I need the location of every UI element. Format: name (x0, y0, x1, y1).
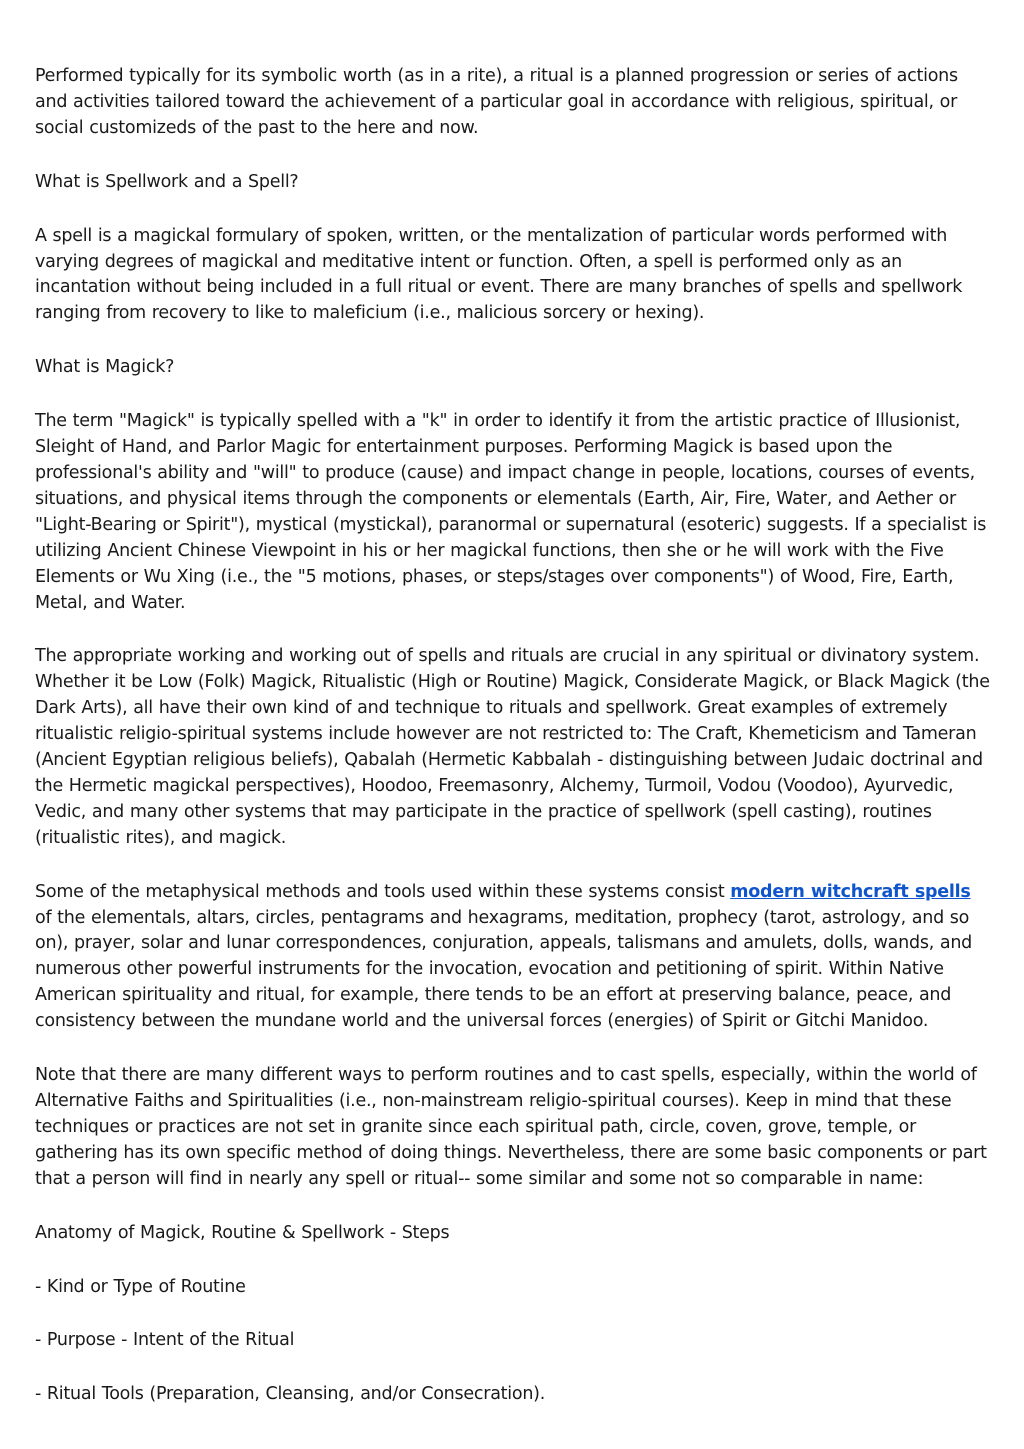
list-item-tools: - Ritual Tools (Preparation, Cleansing, and/or Consecration). (35, 1384, 546, 1405)
modern-witchcraft-spells-link[interactable]: modern witchcraft spells (730, 881, 971, 902)
heading-spellwork: What is Spellwork and a Spell? (35, 171, 299, 192)
paragraph-spell-definition: A spell is a magickal formulary of spoken, written, or the mentalization of particular words performed with varying degrees of magickal and meditative intent or function. Often, a spell is performed only as an incantation without being included in a full ritual or event. There are many branches of spells and spellwork ranging from recovery to like to maleficium (i.e., malicious sorcery or hexing). (35, 225, 963, 324)
heading-magick: What is Magick? (35, 357, 175, 378)
list-item-purpose: - Purpose - Intent of the Ritual (35, 1330, 295, 1351)
list-item-kind: - Kind or Type of Routine (35, 1276, 246, 1297)
paragraph-methods-tools (35, 880, 990, 1035)
heading-anatomy: Anatomy of Magick, Routine & Spellwork - Steps (35, 1222, 450, 1243)
paragraph-magick-definition: The term "Magick" is typically spelled with a "k" in order to identify it from the artistic practice of Illusionist, Sleight of Hand, and Parlor Magic for entertainment purposes. Performing Magick is based upon the professional's ability and "will" to produce (cause) and impact change in people, locations, courses of events, situations, and physical items through the components or elementals (Earth, Air, Fire, Water, and Aether or "Light-Bearing or Spirit"), mystical (mystickal), paranormal or supernatural (esoteric) suggests. If a specialist is utilizing Ancient Chinese Viewpoint in his or her magickal functions, then she or he will work with the Five Elements or Wu Xing (i.e., the "5 motions, phases, or steps/stages over components") of Wood, Fire, Earth, Metal, and Water. (35, 411, 987, 613)
paragraph-methods-text-before: Some of the metaphysical methods and tools used within these systems consist (35, 881, 731, 902)
paragraph-ritual-definition: Performed typically for its symbolic worth (as in a rite), a ritual is a planned progression or series of actions and activities tailored toward the achievement of a particular goal in accordance with religious, spiritual, or social customizeds of the past to the here and now. (35, 66, 958, 138)
paragraph-ways-to-perform: Note that there are many different ways to perform routines and to cast spells, especially, within the world of Alternative Faiths and Spiritualities (i.e., non-mainstream religio-spiritual courses). Keep in mind that these techniques or practices are not set in granite since each spiritual path, circle, coven, grove, temple, or gathering has its own specific method of doing things. Nevertheless, there are some basic components or part that a person will find in nearly any spell or ritual-- some similar and some not so comparable in name: (35, 1065, 987, 1189)
paragraph-methods-text-after: of the elementals, altars, circles, pentagrams and hexagrams, meditation, prophecy (tarot, astrology, and so on), prayer, solar and lunar correspondences, conjuration, appeals, talismans and amulets, dolls, wands, and numerous other powerful instruments for the invocation, evocation and petitioning of spirit. Within Native American spirituality and ritual, for example, there tends to be an effort at preserving balance, peace, and consistency between the mundane world and the universal forces (energies) of Spirit or Gitchi Manidoo. (35, 907, 973, 1032)
paragraph-spell-systems: The appropriate working and working out of spells and rituals are crucial in any spiritual or divinatory system. Whether it be Low (Folk) Magick, Ritualistic (High or Routine) Magick, Considerate Magick, or Black Magick (the Dark Arts), all have their own kind of and technique to rituals and spellwork. Great examples of extremely ritualistic religio-spiritual systems include however are not restricted to: The Craft, Khemeticism and Tameran (Ancient Egyptian religious beliefs), Qabalah (Hermetic Kabbalah - distinguishing between Judaic doctrinal and the Hermetic magickal perspectives), Hoodoo, Freemasonry, Alchemy, Turmoil, Vodou (Voodoo), Ayurvedic, Vedic, and many other systems that may participate in the practice of spellwork (spell casting), routines (ritualistic rites), and magick. (35, 646, 990, 848)
